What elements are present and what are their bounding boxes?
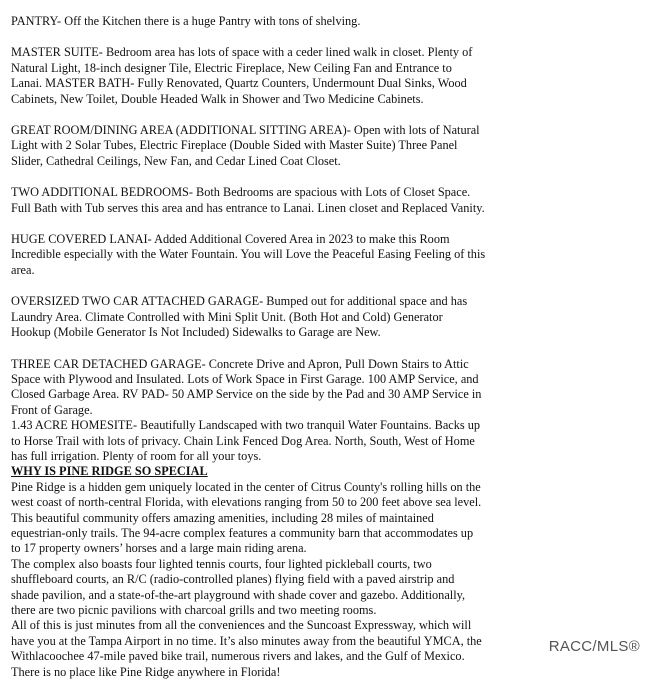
text-line: GREAT ROOM/DINING AREA (ADDITIONAL SITTING AREA)- Open with lots of Natural [11,123,480,138]
text-line: This beautiful community offers amazing amenities, including 28 miles of maintained [11,510,434,525]
text-line: Natural Light, 18-inch designer Tile, Electric Fireplace, New Ceiling Fan and Entrance to [11,60,452,75]
text-line: Incredible especially with the Water Fountain. You will Love the Peaceful Easing Feeling of this [11,247,486,262]
paragraph-spacer [11,278,523,294]
text-line: All of this is just minutes from all the conveniences and the Suncoast Expressway, which will [11,618,472,633]
text-line: to Horse Trail with lots of privacy. Chain Link Fenced Dog Area. North, South, West of Home [11,433,475,448]
paragraph [11,14,523,29]
text-line: Space with Plywood and Insulated. Lots of Work Space in First Garage. 100 AMP Service, and [11,371,479,386]
paragraph [11,357,523,465]
text-line: There is no place like Pine Ridge anywhere in Florida! [11,664,281,679]
feature-sections [11,14,523,464]
text-line: Cabinets, New Toilet, Double Headed Walk in Shower and Two Medicine Cabinets. [11,91,424,106]
paragraph [11,185,523,216]
document-body [11,14,523,680]
text-line: TWO ADDITIONAL BEDROOMS- Both Bedrooms are spacious with Lots of Closet Space. [11,185,471,200]
text-line: 1.43 ACRE HOMESITE- Beautifully Landscaped with two tranquil Water Fountains. Backs up [11,418,481,433]
text-line: THREE CAR DETACHED GARAGE- Concrete Drive and Apron, Pull Down Stairs to Attic [11,356,469,371]
text-line: Lanai. MASTER BATH- Fully Renovated, Quartz Counters, Undermount Dual Sinks, Wood [11,76,467,91]
text-line: Withlacoochee 47-mile paved bike trail, numerous rivers and lakes, and the Gulf of Mexico. [11,649,465,664]
pine-ridge-section [11,464,523,680]
text-line: shuffleboard courts, an R/C (radio-controlled planes) flying field with a paved airstrip and [11,572,455,587]
text-line: Closed Garbage Area. RV PAD- 50 AMP Service on the side by the Pad and 30 AMP Service in [11,387,482,402]
paragraph-spacer [11,107,523,123]
text-line: MASTER SUITE- Bedroom area has lots of space with a ceder lined walk in closet. Plenty of [11,45,473,60]
text-line: Slider, Cathedral Ceilings, New Fan, and Cedar Lined Coat Closet. [11,153,341,168]
text-line: Front of Garage. [11,402,93,417]
paragraph [11,294,523,340]
paragraph-spacer [11,29,523,45]
text-line: HUGE COVERED LANAI- Added Additional Covered Area in 2023 to make this Room [11,232,450,247]
text-line: Laundry Area. Climate Controlled with Mini Split Unit. (Both Hot and Cold) Generator [11,309,443,324]
paragraph-spacer [11,169,523,185]
text-line: there are two picnic pavilions with charcoal grills and two meeting rooms. [11,603,377,617]
text-line: equestrian-only trails. The 94-acre complex features a community barn that accommodates up [11,525,474,540]
text-line: Pine Ridge is a hidden gem uniquely located in the center of Citrus County's rolling hills on the [11,479,481,494]
text-line: has full irrigation. Plenty of room for all your toys. [11,448,262,463]
text-line: OVERSIZED TWO CAR ATTACHED GARAGE- Bumped out for additional space and has [11,294,468,309]
text-line: have you at the Tampa Airport in no time. It’s also minutes away from the beautiful YMCA, the [11,633,482,648]
text-line: area. [11,262,35,277]
text-line: PANTRY- Off the Kitchen there is a huge Pantry with tons of shelving. [11,14,361,28]
paragraph-spacer [11,216,523,232]
paragraph [11,45,523,107]
text-line: Hookup (Mobile Generator Is Not Included) Sidewalks to Garage are New. [11,325,381,340]
mls-watermark: RACC/MLS® [548,638,640,655]
text-line: The complex also boasts four lighted tennis courts, four lighted pickleball courts, two [11,556,432,571]
text-line: west coast of north-central Florida, with elevations ranging from 50 to 200 feet above sea level. [11,495,482,510]
text-line: Full Bath with Tub serves this area and has entrance to Lanai. Linen closet and Replaced Vanity. [11,200,485,215]
text-line: shade pavilion, and a state-of-the-art playground with shade cover and gazebo. Additionally, [11,587,466,602]
text-line: to 17 property owners’ horses and a large main riding arena. [11,541,307,556]
section-heading: WHY IS PINE RIDGE SO SPECIAL [11,464,208,479]
paragraph [11,232,523,278]
text-line: Light with 2 Solar Tubes, Electric Fireplace (Double Sided with Master Suite) Three Panel [11,138,458,153]
paragraph-spacer [11,341,523,357]
paragraph [11,123,523,169]
pine-ridge-paragraph [11,480,523,680]
